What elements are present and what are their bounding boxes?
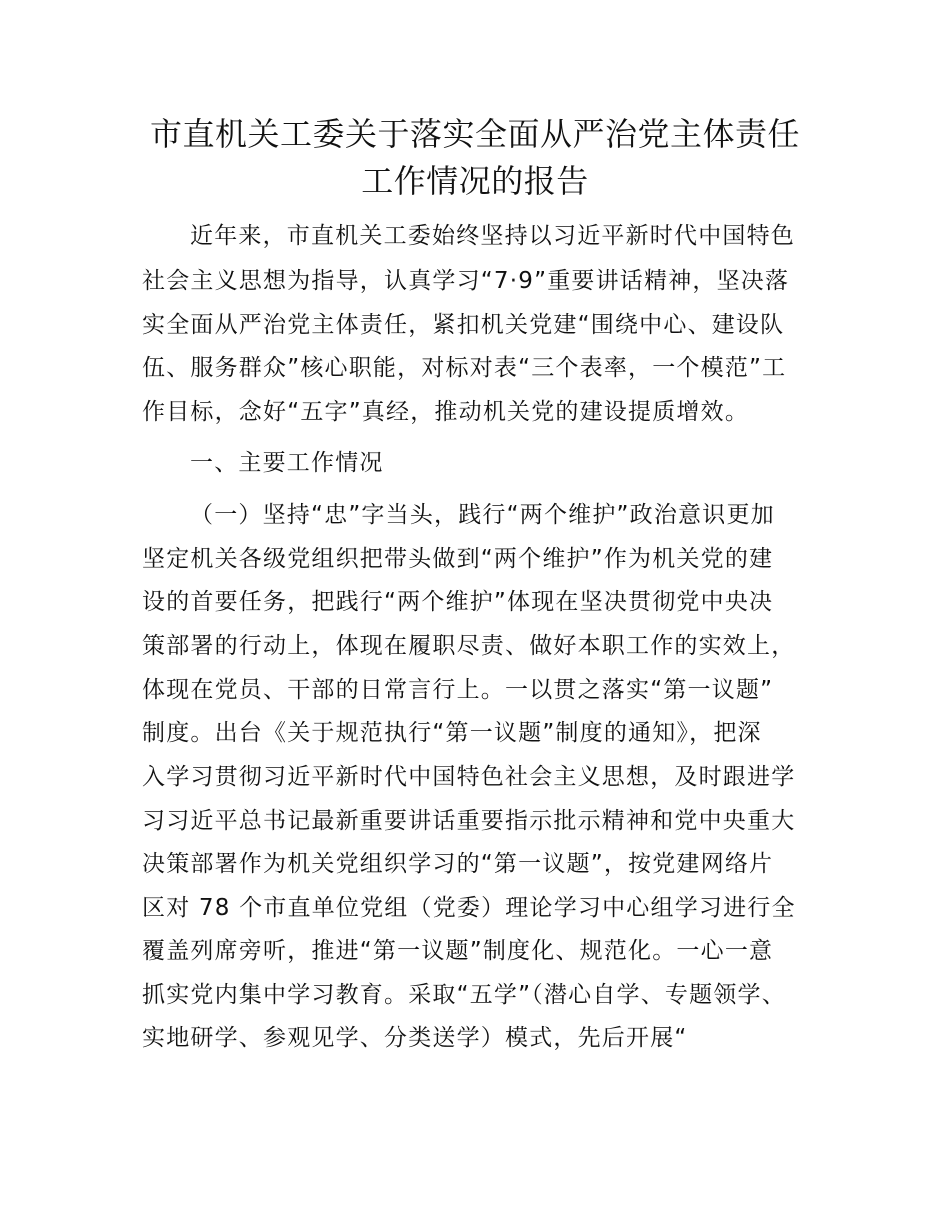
subsection-line-8: 习习近平总书记最新重要讲话重要指示批示精神和党中央重大 <box>142 808 796 834</box>
subsection-line-4: 策部署的行动上，体现在履职尽责、做好本职工作的实效上， <box>142 633 796 659</box>
subsection-line-3: 设的首要任务，把践行“两个维护”体现在坚决贯彻党中央决 <box>142 589 774 615</box>
intro-line-5: 作目标，念好“五字”真经，推动机关党的建设提质增效。 <box>142 399 750 425</box>
subsection-line-2: 坚定机关各级党组织把带头做到“两个维护”作为机关党的建 <box>142 546 774 572</box>
section-heading: 一、主要工作情况 <box>190 450 384 476</box>
subsection-line-5: 体现在党员、干部的日常言行上。一以贯之落实“第一议题” <box>142 677 774 703</box>
subsection-line-10: 区对 78 个市直单位党组（党委）理论学习中心组学习进行全 <box>142 895 796 921</box>
intro-line-4: 伍、服务群众”核心职能，对标对表“三个表率，一个模范”工 <box>142 355 787 381</box>
subsection-line-11: 覆盖列席旁听，推进“第一议题”制度化、规范化。一心一意 <box>142 938 774 964</box>
intro-line-2: 社会主义思想为指导，认真学习“7·9”重要讲话精神，坚决落 <box>142 268 790 294</box>
document-title-line-1: 市直机关工委关于落实全面从严治党主体责任 <box>149 115 800 153</box>
subsection-line-1: （一）坚持“忠”字当头，践行“两个维护”政治意识更加 <box>190 502 775 528</box>
subsection-line-13: 实地研学、参观见学、分类送学）模式，先后开展“ <box>142 1025 688 1051</box>
document-title-line-2: 工作情况的报告 <box>361 162 589 200</box>
intro-line-1: 近年来，市直机关工委始终坚持以习近平新时代中国特色 <box>190 223 795 249</box>
subsection-line-9: 决策部署作为机关党组织学习的“第一议题”，按党建网络片 <box>142 851 774 877</box>
subsection-line-12: 抓实党内集中学习教育。采取“五学”（潜心自学、专题领学、 <box>142 982 786 1008</box>
intro-line-3: 实全面从严治党主体责任，紧扣机关党建“围绕中心、建设队 <box>142 312 785 338</box>
subsection-line-7: 入学习贯彻习近平新时代中国特色社会主义思想，及时跟进学 <box>142 764 796 790</box>
subsection-line-6: 制度。出台《关于规范执行“第一议题”制度的通知》，把深 <box>142 720 762 746</box>
